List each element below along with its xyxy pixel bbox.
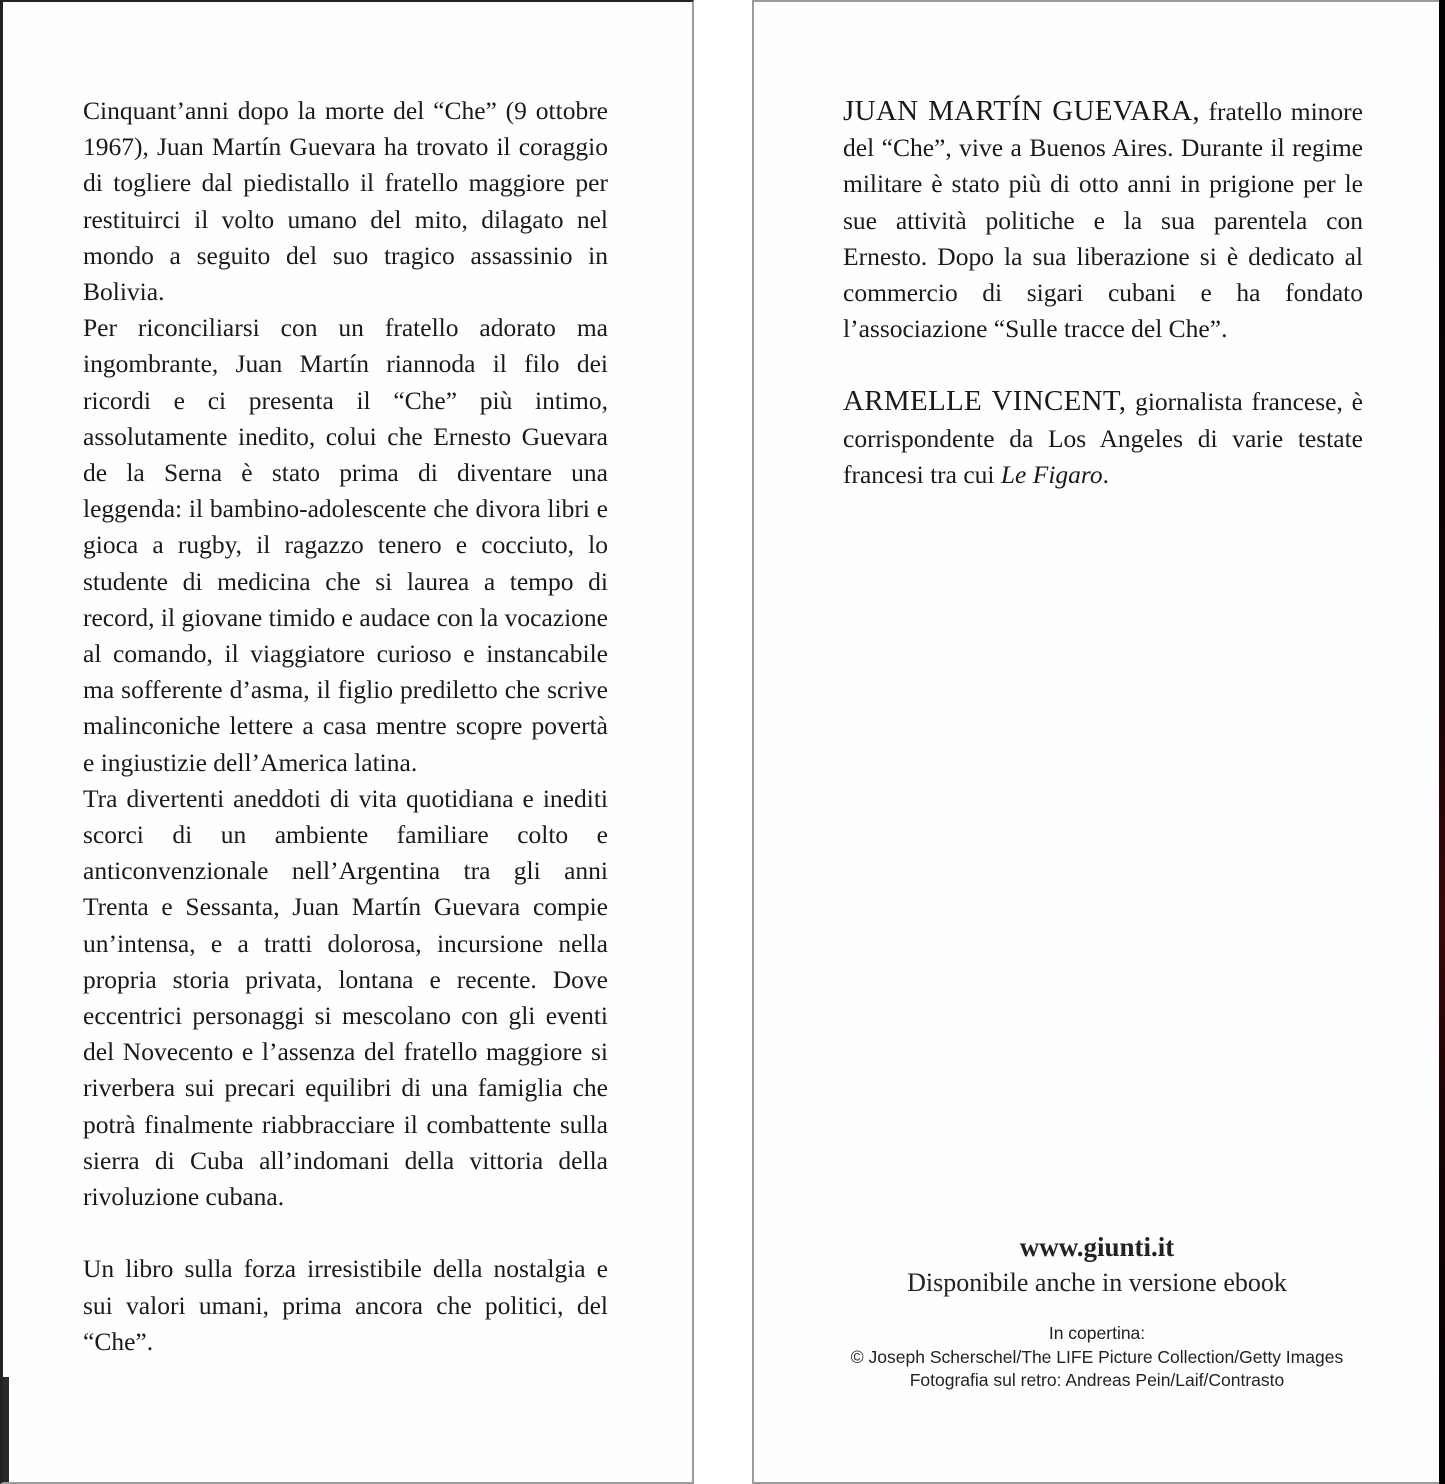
cover-edge-strip xyxy=(1439,0,1445,1484)
blurb-paragraph-2: Per riconciliarsi con un fratello adorato ma ingombrante, Juan Martín riannoda il filo dei ricordi e ci presenta il “Che” più intimo, assolutamente inedito, colui che Ernesto Guevara de la Serna è stato prima di diventare una leggenda: il bambino-adolescente che divora libri e gioca a rugby, il ragazzo tenero e cocciuto, lo studente di medicina che si laurea a tempo di record, il giovane timido e audace con la vocazione al comando, il viaggiatore curioso e instancabile ma sofferente d’asma, il figlio prediletto che scrive malinconiche lettere a casa mentre scopre povertà e ingiustizie dell’America latina. xyxy=(83,313,608,777)
left-flap xyxy=(0,0,694,1484)
blurb-closing-paragraph: Un libro sulla forza irresistibile della nostalgia e sui valori umani, prima ancora che politici, del “Che”. xyxy=(83,1254,608,1356)
author-bio-end: . xyxy=(1102,459,1110,489)
author-bio-text-1: fratello minore del “Che”, vive a Buenos Aires. Durante il regime militare è stato più di otto anni in prigione per le sue attività politiche e la sua parentela con Ernesto. Dopo la sua liberazione si è dedicato al commercio di sigari cubani e ha fondato l’associazione “Sulle tracce del Che”. xyxy=(843,97,1363,344)
publisher-website[interactable]: www.giunti.it xyxy=(1019,1232,1175,1262)
credits-heading: In copertina: xyxy=(1048,1323,1146,1343)
photo-credits xyxy=(754,1322,1440,1393)
left-flap-text xyxy=(83,93,608,1360)
blurb-paragraph-3: Tra divertenti aneddoti di vita quotidiana e inediti scorci di un ambiente familiare colto e anticonvenzionale nell’Argentina tra gli anni Trenta e Sessanta, Juan Martín Guevara compie un’intensa, e a tratti dolorosa, incursione nella propria storia privata, lontana e recente. Dove eccentrici personaggi si mescolano con gli eventi del Novecento e l’assenza del fratello maggiore si riverbera sui precari equilibri di una famiglia che potrà finalmente riabbracciare il combattente sulla sierra di Cuba all’indomani della vittoria della rivoluzione cubana. xyxy=(83,783,608,1212)
blurb-paragraph-1: Cinquant’anni dopo la morte del “Che” (9 ottobre 1967), Juan Martín Guevara ha trovato il coraggio di togliere dal piedistallo il fratello maggiore per restituirci il volto umano del mito, dilagato nel mondo a seguito del suo tragico assassinio in Bolivia. xyxy=(83,96,608,307)
author-bio-2 xyxy=(843,383,1363,493)
author-bios xyxy=(843,93,1363,493)
back-photo-credit: Fotografia sul retro: Andreas Pein/Laif/Contrasto xyxy=(909,1370,1285,1390)
publication-title: Le Figaro xyxy=(1000,459,1103,489)
cover-photo-credit: © Joseph Scherschel/The LIFE Picture Collection/Getty Images xyxy=(850,1346,1344,1367)
right-flap xyxy=(752,0,1440,1484)
author-bio-1 xyxy=(843,93,1363,347)
author-name-2: ARMELLE VINCENT, xyxy=(843,385,1127,418)
author-name-1: JUAN MARTÍN GUEVARA, xyxy=(843,95,1200,127)
ebook-availability-note: Disponibile anche in versione ebook xyxy=(907,1268,1287,1297)
author-bio-text-2: giornalista francese, è corrispondente da Los Angeles di varie testate francesi tra cui xyxy=(843,387,1364,489)
back-cover-photo-edge xyxy=(3,1377,9,1482)
